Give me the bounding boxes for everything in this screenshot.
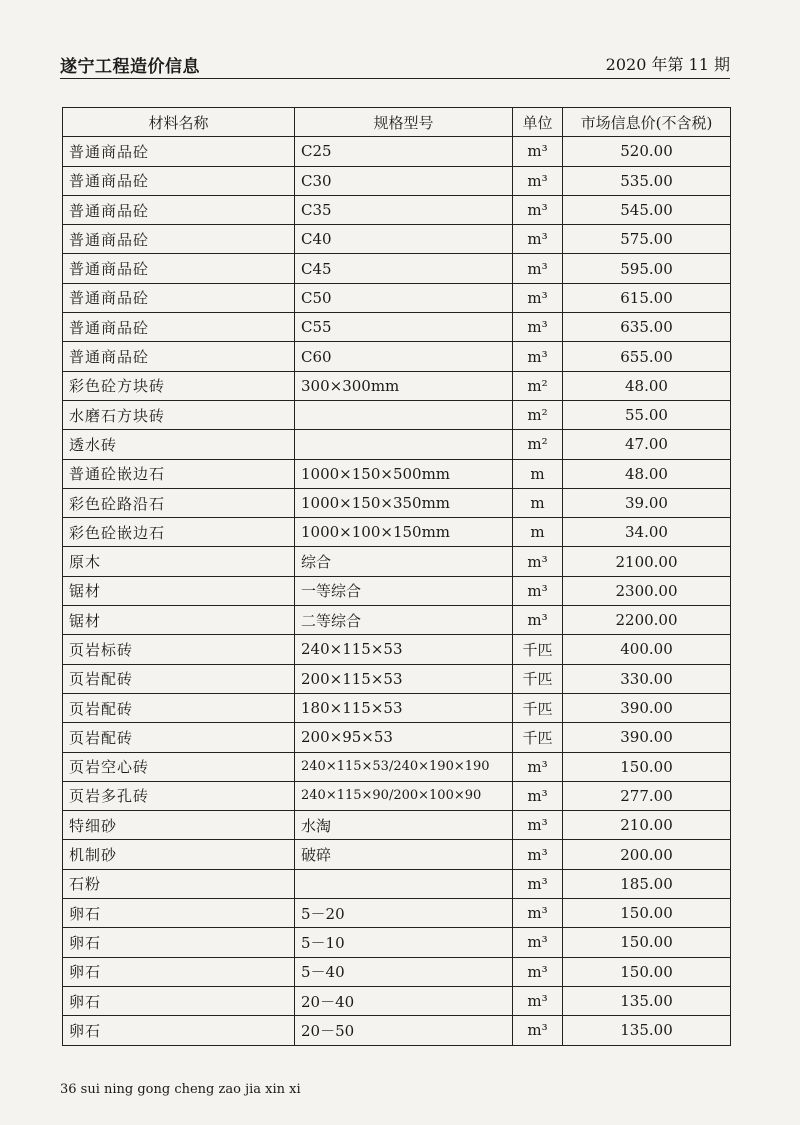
table-row — [63, 225, 731, 254]
table-row — [63, 899, 731, 928]
cell-unit: m³ — [513, 547, 563, 576]
cell-spec: 1000×150×350mm — [295, 488, 513, 517]
table-row — [63, 635, 731, 664]
table-row — [63, 400, 731, 429]
cell-price: 655.00 — [563, 342, 731, 371]
table-row — [63, 811, 731, 840]
cell-unit: m³ — [513, 342, 563, 371]
cell-price: 330.00 — [563, 664, 731, 693]
cell-unit: m³ — [513, 869, 563, 898]
cell-material-name: 卵石 — [63, 957, 295, 986]
cell-material-name: 特细砂 — [63, 811, 295, 840]
cell-unit: m³ — [513, 811, 563, 840]
cell-spec — [295, 430, 513, 459]
cell-price: 390.00 — [563, 693, 731, 722]
page-footer: 36 sui ning gong cheng zao jia xin xi — [60, 1082, 301, 1097]
cell-unit: m — [513, 518, 563, 547]
cell-unit: m³ — [513, 166, 563, 195]
cell-material-name: 透水砖 — [63, 430, 295, 459]
cell-material-name: 石粉 — [63, 869, 295, 898]
cell-price: 2200.00 — [563, 606, 731, 635]
cell-price: 150.00 — [563, 928, 731, 957]
cell-material-name: 锯材 — [63, 576, 295, 605]
table-row — [63, 693, 731, 722]
cell-price: 535.00 — [563, 166, 731, 195]
cell-price: 615.00 — [563, 283, 731, 312]
cell-price: 47.00 — [563, 430, 731, 459]
cell-unit: m² — [513, 430, 563, 459]
table-row — [63, 459, 731, 488]
cell-material-name: 普通商品砼 — [63, 342, 295, 371]
cell-spec: 240×115×90/200×100×90 — [295, 781, 513, 810]
cell-price: 595.00 — [563, 254, 731, 283]
cell-unit: m³ — [513, 899, 563, 928]
cell-price: 277.00 — [563, 781, 731, 810]
cell-price: 150.00 — [563, 957, 731, 986]
cell-unit: m³ — [513, 254, 563, 283]
table-row — [63, 1016, 731, 1045]
cell-spec: C50 — [295, 283, 513, 312]
cell-spec: 一等综合 — [295, 576, 513, 605]
cell-spec: 20－50 — [295, 1016, 513, 1045]
cell-price: 400.00 — [563, 635, 731, 664]
cell-material-name: 页岩标砖 — [63, 635, 295, 664]
cell-unit: m³ — [513, 840, 563, 869]
cell-spec: C35 — [295, 195, 513, 224]
cell-unit: m² — [513, 400, 563, 429]
cell-price: 48.00 — [563, 459, 731, 488]
table-row — [63, 576, 731, 605]
cell-price: 635.00 — [563, 313, 731, 342]
cell-spec: 200×115×53 — [295, 664, 513, 693]
table-row — [63, 313, 731, 342]
table-row — [63, 166, 731, 195]
cell-spec: 二等综合 — [295, 606, 513, 635]
cell-material-name: 原木 — [63, 547, 295, 576]
cell-unit: 千匹 — [513, 693, 563, 722]
cell-unit: 千匹 — [513, 723, 563, 752]
cell-material-name: 普通商品砼 — [63, 166, 295, 195]
cell-unit: m³ — [513, 576, 563, 605]
cell-unit: m³ — [513, 781, 563, 810]
table-row — [63, 518, 731, 547]
table-row — [63, 342, 731, 371]
cell-unit: m — [513, 459, 563, 488]
cell-price: 55.00 — [563, 400, 731, 429]
issue-number: 2020 年第 11 期 — [605, 55, 730, 74]
cell-spec: C25 — [295, 137, 513, 166]
cell-spec — [295, 869, 513, 898]
cell-material-name: 锯材 — [63, 606, 295, 635]
column-header-material-name: 材料名称 — [63, 108, 295, 137]
cell-material-name: 彩色砼路沿石 — [63, 488, 295, 517]
cell-spec: 240×115×53/240×190×190 — [295, 752, 513, 781]
table-row — [63, 986, 731, 1015]
cell-spec: 5－10 — [295, 928, 513, 957]
cell-unit: m³ — [513, 137, 563, 166]
cell-material-name: 页岩配砖 — [63, 693, 295, 722]
table-body — [63, 137, 731, 1045]
table-row — [63, 371, 731, 400]
cell-spec: C45 — [295, 254, 513, 283]
cell-price: 39.00 — [563, 488, 731, 517]
cell-spec: C60 — [295, 342, 513, 371]
cell-unit: m³ — [513, 986, 563, 1015]
cell-material-name: 页岩配砖 — [63, 723, 295, 752]
table-row — [63, 488, 731, 517]
cell-material-name: 水磨石方块砖 — [63, 400, 295, 429]
cell-unit: m — [513, 488, 563, 517]
cell-price: 34.00 — [563, 518, 731, 547]
cell-price: 150.00 — [563, 899, 731, 928]
cell-spec: C55 — [295, 313, 513, 342]
cell-price: 390.00 — [563, 723, 731, 752]
cell-spec: 180×115×53 — [295, 693, 513, 722]
cell-material-name: 普通商品砼 — [63, 225, 295, 254]
cell-price: 545.00 — [563, 195, 731, 224]
table-row — [63, 752, 731, 781]
table-row — [63, 254, 731, 283]
cell-price: 210.00 — [563, 811, 731, 840]
cell-material-name: 卵石 — [63, 928, 295, 957]
cell-material-name: 普通商品砼 — [63, 254, 295, 283]
cell-price: 2300.00 — [563, 576, 731, 605]
table-row — [63, 781, 731, 810]
cell-unit: m³ — [513, 283, 563, 312]
cell-spec: 20－40 — [295, 986, 513, 1015]
cell-material-name: 页岩空心砖 — [63, 752, 295, 781]
cell-price: 520.00 — [563, 137, 731, 166]
cell-spec: C30 — [295, 166, 513, 195]
cell-price: 575.00 — [563, 225, 731, 254]
cell-material-name: 彩色砼方块砖 — [63, 371, 295, 400]
cell-material-name: 普通商品砼 — [63, 313, 295, 342]
table-row — [63, 664, 731, 693]
cell-material-name: 卵石 — [63, 1016, 295, 1045]
table-row — [63, 723, 731, 752]
cell-unit: m³ — [513, 195, 563, 224]
table-row — [63, 195, 731, 224]
page-header — [60, 48, 730, 79]
cell-spec: 200×95×53 — [295, 723, 513, 752]
table-row — [63, 957, 731, 986]
cell-unit: m³ — [513, 606, 563, 635]
cell-material-name: 彩色砼嵌边石 — [63, 518, 295, 547]
material-price-table — [62, 107, 731, 1046]
table-row — [63, 869, 731, 898]
column-header-price: 市场信息价(不含税) — [563, 108, 731, 137]
cell-spec: C40 — [295, 225, 513, 254]
cell-price: 200.00 — [563, 840, 731, 869]
table-row — [63, 547, 731, 576]
cell-unit: m³ — [513, 957, 563, 986]
cell-price: 135.00 — [563, 1016, 731, 1045]
cell-spec — [295, 400, 513, 429]
table-row — [63, 840, 731, 869]
cell-material-name: 普通商品砼 — [63, 283, 295, 312]
table-row — [63, 430, 731, 459]
cell-material-name: 普通商品砼 — [63, 137, 295, 166]
cell-spec: 综合 — [295, 547, 513, 576]
publication-title: 遂宁工程造价信息 — [60, 57, 200, 77]
cell-unit: m³ — [513, 225, 563, 254]
cell-spec: 5－20 — [295, 899, 513, 928]
column-header-spec: 规格型号 — [295, 108, 513, 137]
cell-material-name: 机制砂 — [63, 840, 295, 869]
cell-material-name: 普通砼嵌边石 — [63, 459, 295, 488]
cell-material-name: 卵石 — [63, 899, 295, 928]
column-header-unit: 单位 — [513, 108, 563, 137]
cell-unit: m³ — [513, 313, 563, 342]
cell-price: 185.00 — [563, 869, 731, 898]
cell-spec: 1000×100×150mm — [295, 518, 513, 547]
cell-unit: m² — [513, 371, 563, 400]
table-row — [63, 928, 731, 957]
cell-price: 150.00 — [563, 752, 731, 781]
cell-spec: 破碎 — [295, 840, 513, 869]
cell-material-name: 卵石 — [63, 986, 295, 1015]
cell-price: 48.00 — [563, 371, 731, 400]
cell-price: 2100.00 — [563, 547, 731, 576]
cell-spec: 5－40 — [295, 957, 513, 986]
cell-material-name: 页岩配砖 — [63, 664, 295, 693]
cell-material-name: 页岩多孔砖 — [63, 781, 295, 810]
cell-spec: 1000×150×500mm — [295, 459, 513, 488]
cell-unit: m³ — [513, 928, 563, 957]
table-row — [63, 137, 731, 166]
cell-unit: m³ — [513, 1016, 563, 1045]
cell-spec: 240×115×53 — [295, 635, 513, 664]
cell-spec: 水淘 — [295, 811, 513, 840]
cell-unit: 千匹 — [513, 635, 563, 664]
cell-material-name: 普通商品砼 — [63, 195, 295, 224]
cell-unit: 千匹 — [513, 664, 563, 693]
table-row — [63, 283, 731, 312]
table-header-row — [63, 108, 731, 137]
cell-unit: m³ — [513, 752, 563, 781]
cell-price: 135.00 — [563, 986, 731, 1015]
table-row — [63, 606, 731, 635]
cell-spec: 300×300mm — [295, 371, 513, 400]
